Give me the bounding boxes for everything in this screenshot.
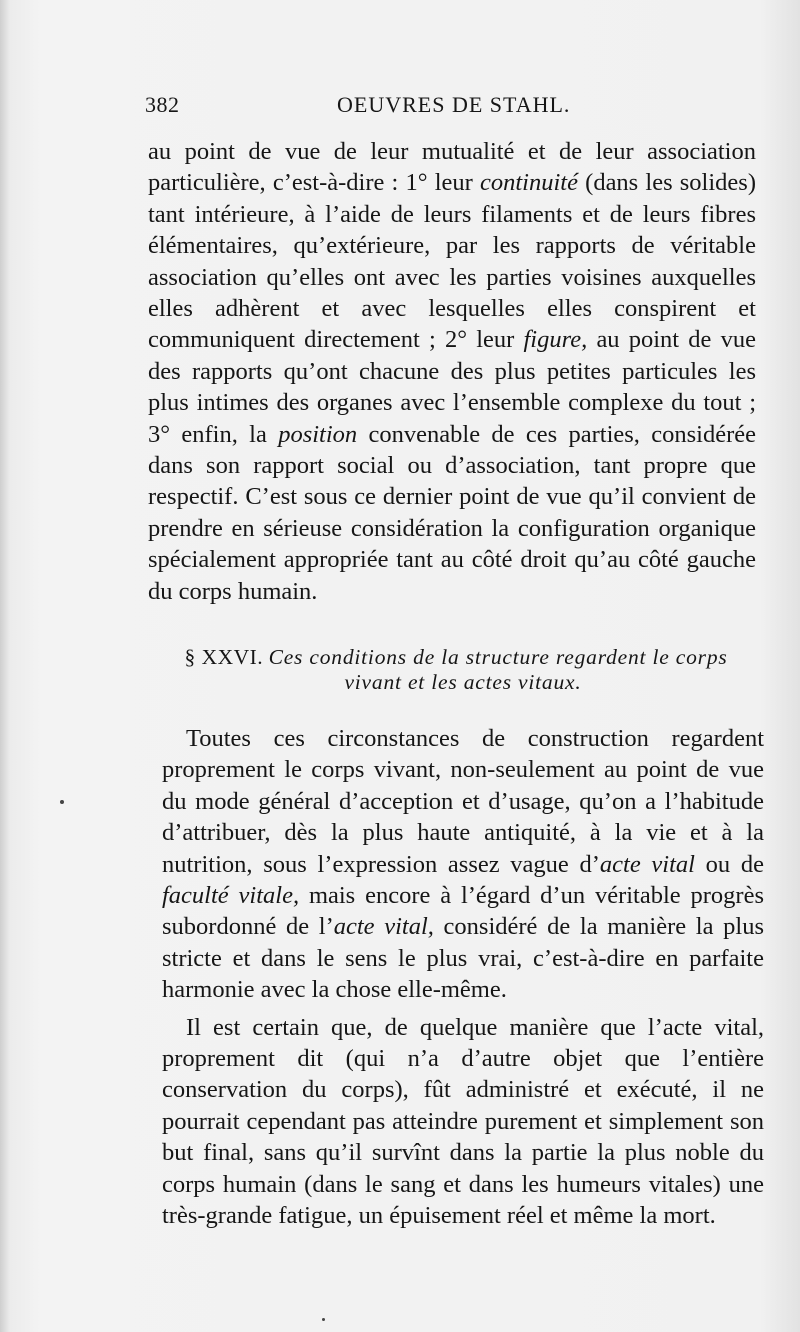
paragraph-1	[148, 136, 756, 607]
paragraph-2-text: considéré de la manière la plus stricte et dans le sens le plus vrai, c’est-à-dire en parfaite harmonie avec la chose elle-même.	[162, 913, 764, 1004]
paragraph-3: Il est certain que, de quelque manière que l’acte vital, proprement dit (qui n’a d’autre objet que l’entière conservation du corps), fût administré et exécuté, il ne pourrait cependant pas atteindre purement et simplement son but final, sans qu’il survînt dans la partie la plus noble du corps humain (dans le sang et dans les humeurs vitales) une très-grande fatigue, un épuisement réel et même la mort.	[162, 1013, 764, 1230]
emphasis-figure: figure,	[523, 326, 588, 354]
paragraph-2-text: ou de	[694, 850, 765, 878]
paragraph-1-text: au point de vue des rapports qu’ont chacune des plus petites particules les plus intimes des organes avec l’ensemble complexe du tout ; 3° enfin, la	[148, 326, 756, 448]
page-number: 382	[145, 92, 180, 117]
ink-speck	[60, 800, 64, 804]
paragraph-1-text: au point de vue de leur mutualité et de leur association particulière, c’est-à-dire : 1° leur	[148, 138, 756, 197]
paragraph-2-text: Toutes ces circonstances de construction regardent proprement le corps vivant, non-seulement au point de vue du mode général d’acception et d’usage, qu’on a l’habitude d’attribuer, dès la plus haute antiquité, à la vie et à la nutrition, sous l’expression assez vague d’	[162, 725, 764, 878]
section-number: § XXVI.	[184, 645, 264, 669]
paragraph-2-text: mais encore à l’égard d’un véritable progrès subordonné de l’	[162, 882, 764, 941]
section-title-line-2: vivant et les actes vitaux.	[344, 670, 582, 694]
section-heading	[148, 645, 764, 695]
running-title: OEUVRES DE STAHL.	[337, 92, 571, 117]
emphasis-acte-vital: acte vital	[599, 850, 695, 878]
text-block-bottom	[162, 723, 764, 1232]
paragraph-1-text: convenable de ces parties, considérée dans son rapport social ou d’association, tant propre que respectif. C’est sous ce dernier point de vue qu’il convient de prendre en sérieuse considération la configuration organique spécialement appropriée tant au côté droit qu’au côté gauche du corps humain.	[148, 420, 756, 605]
paragraph-1-text: (dans les solides) tant intérieure, à l’aide de leurs filaments et de leurs fibres élémentaires, qu’extérieure, par les rapports de véritable association qu’elles ont avec les parties voisines auxquelles elles adhèrent et avec lesquelles elles conspirent et communiquent directement ; 2° leur	[148, 169, 756, 354]
emphasis-position: position	[278, 420, 358, 448]
emphasis-acte-vital-2: acte vital,	[333, 913, 434, 941]
text-block-top	[148, 136, 756, 607]
ink-speck	[322, 1318, 325, 1321]
emphasis-continuite: continuité	[480, 169, 578, 197]
paragraph-2	[162, 723, 764, 1006]
emphasis-faculte-vitale: faculté vitale,	[162, 882, 300, 910]
section-title-line-1: Ces conditions de la structure regardent le corps	[268, 645, 728, 669]
running-header	[145, 84, 770, 124]
